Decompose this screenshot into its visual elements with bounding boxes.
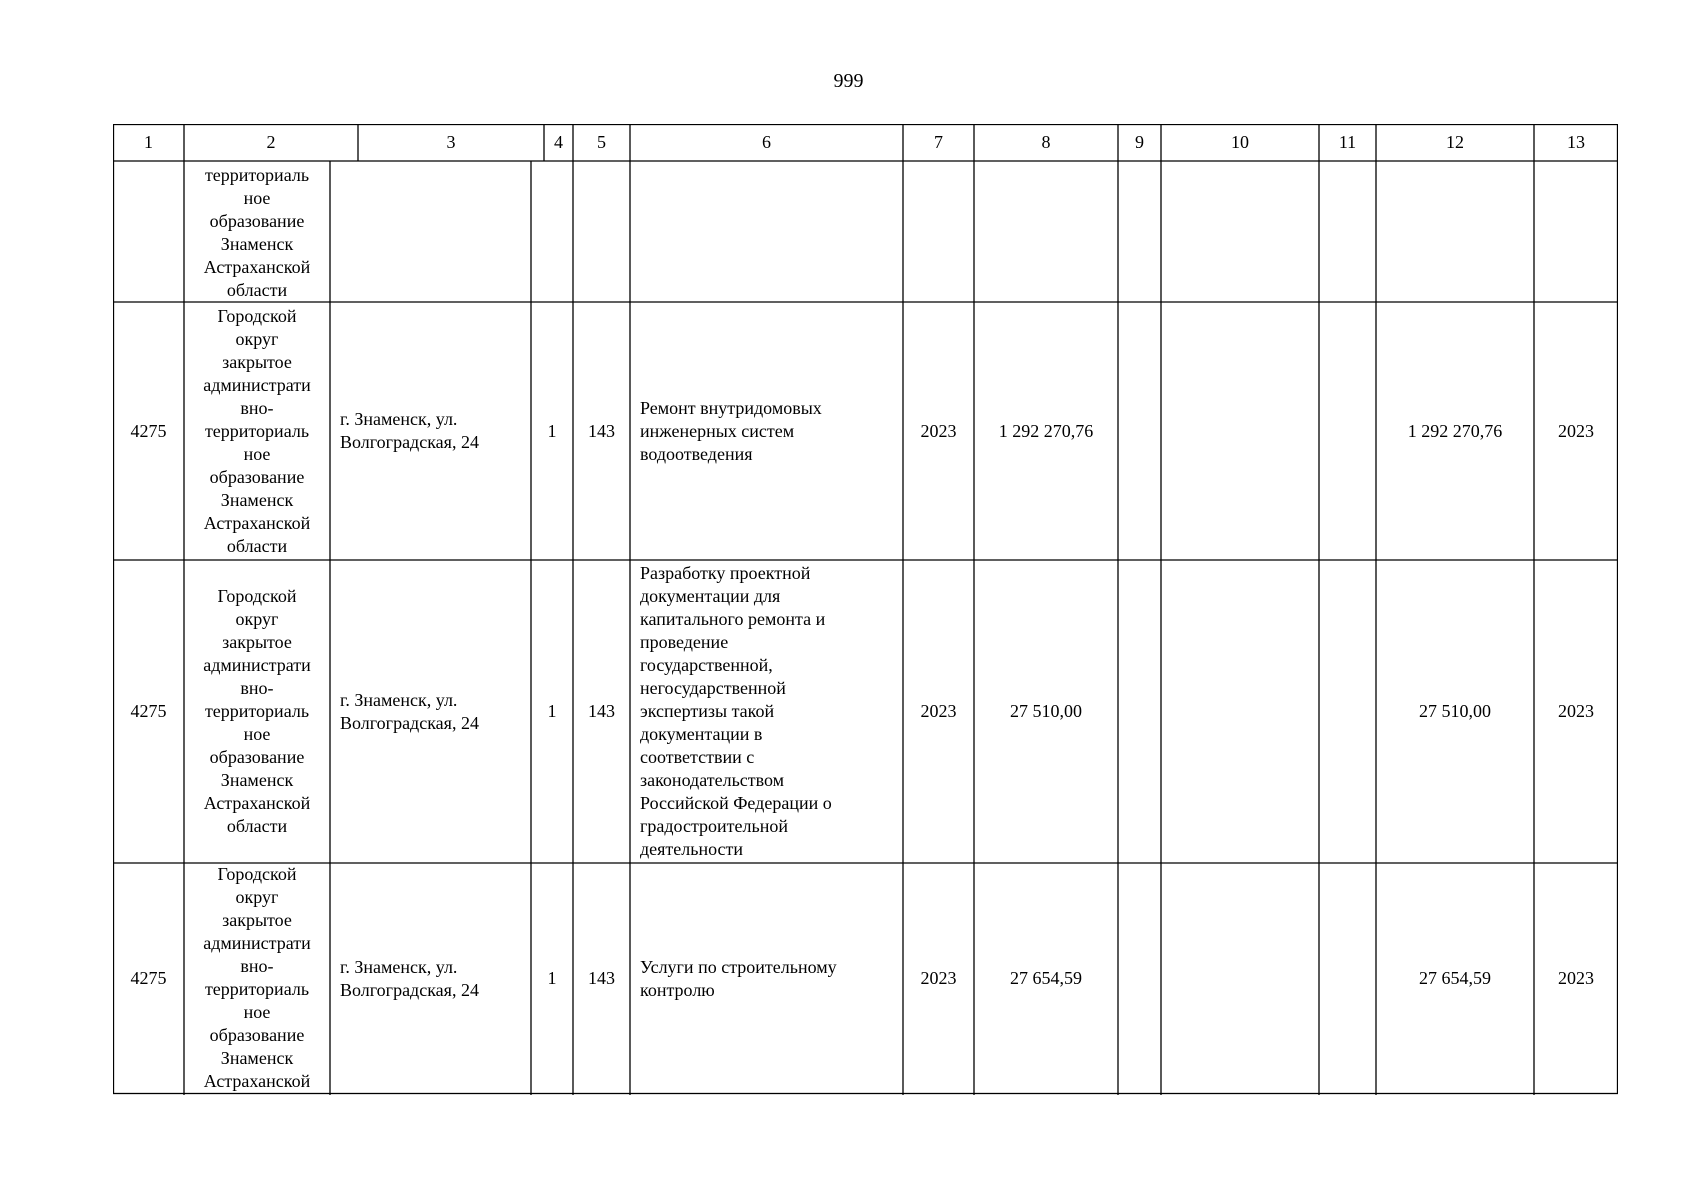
table-cell-work-type: Услуги по строительному контролю bbox=[640, 956, 837, 1000]
header-cell-11: 11 bbox=[1338, 132, 1357, 152]
table-cell-amount: 27 654,59 bbox=[1010, 968, 1082, 988]
table-cell-amount-total: 27 654,59 bbox=[1419, 968, 1491, 988]
table-cell-municipality: территориаль ное образование Знаменск Астраханской области bbox=[203, 165, 311, 300]
table-cell-municipality: Городской округ закрытое администрати вно- территориаль ное образование Знаменск Астраханской области bbox=[203, 305, 311, 556]
table-cell-year: 2023 bbox=[920, 420, 957, 441]
header-cell-8: 8 bbox=[1041, 132, 1051, 152]
table-cell-amount-total: 27 510,00 bbox=[1419, 701, 1491, 721]
header-cell-1: 1 bbox=[144, 132, 153, 152]
table-cell-municipality: Городской округ закрытое администрати вно- территориаль ное образование Знаменск Астраханской области bbox=[203, 586, 311, 836]
table-cell-amount: 27 510,00 bbox=[1010, 701, 1082, 721]
table-cell-col5: 143 bbox=[588, 701, 615, 721]
table-cell-code: 4275 bbox=[130, 420, 167, 441]
table-cell-code: 4275 bbox=[130, 968, 167, 988]
table-cell-year: 2023 bbox=[920, 701, 957, 721]
header-cell-13: 13 bbox=[1567, 132, 1585, 152]
table-cell-address: г. Знаменск, ул. Волгоградская, 24 bbox=[340, 689, 479, 733]
header-cell-5: 5 bbox=[597, 132, 606, 152]
table-cell-code: 4275 bbox=[130, 701, 167, 721]
table-cell-col5: 143 bbox=[588, 968, 615, 988]
header-cell-4: 4 bbox=[554, 132, 563, 152]
table-cell-amount: 1 292 270,76 bbox=[998, 420, 1094, 441]
table-cell-address: г. Знаменск, ул. Волгоградская, 24 bbox=[340, 409, 479, 452]
page-number: 999 bbox=[833, 70, 864, 92]
table-cell-municipality: Городской округ закрытое администрати вно- территориаль ное образование Знаменск Астраханской bbox=[203, 864, 311, 1091]
header-cell-2: 2 bbox=[266, 132, 276, 152]
table-cell-year-end: 2023 bbox=[1558, 968, 1594, 988]
table-cell-col4: 1 bbox=[547, 968, 557, 988]
header-cell-6: 6 bbox=[762, 132, 771, 152]
header-cell-12: 12 bbox=[1446, 132, 1464, 152]
table-cell-work-type: Разработку проектной документации для капитального ремонта и проведение государственной, негосударственной экспертизы такой документации в соответствии с законодательством Российской Федерации о градостроительной деятельности bbox=[640, 563, 832, 859]
table-cell-amount-total: 1 292 270,76 bbox=[1407, 420, 1503, 441]
table-cell-col4: 1 bbox=[547, 420, 557, 441]
table-cell-year: 2023 bbox=[920, 968, 957, 988]
table-cell-work-type: Ремонт внутридомовых инженерных систем водоотведения bbox=[640, 397, 822, 464]
header-cell-10: 10 bbox=[1231, 132, 1249, 152]
header-cell-9: 9 bbox=[1135, 132, 1144, 152]
data-table bbox=[113, 124, 1618, 1095]
table-cell-col5: 143 bbox=[588, 420, 615, 441]
table-cell-col4: 1 bbox=[547, 701, 557, 721]
table-cell-address: г. Знаменск, ул. Волгоградская, 24 bbox=[340, 956, 479, 1000]
header-cell-3: 3 bbox=[446, 132, 456, 152]
header-cell-7: 7 bbox=[934, 132, 943, 152]
table-cell-year-end: 2023 bbox=[1558, 701, 1594, 721]
table-cell-year-end: 2023 bbox=[1558, 420, 1594, 441]
